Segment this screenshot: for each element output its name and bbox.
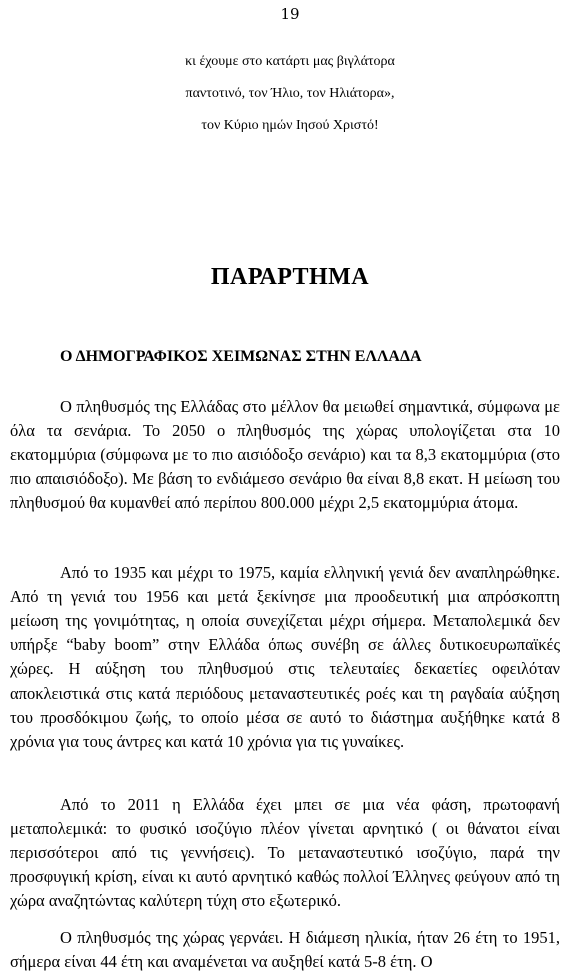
poem-line: τον Κύριο ημών Ιησού Χριστό! <box>201 118 379 133</box>
body-paragraph: Ο πληθυσμός της Ελλάδας στο μέλλον θα μειωθεί σημαντικά, σύμφωνα με όλα τα σενάρια. Το 2050 ο πληθυσμός της χώρας υπολογίζεται στα 10 εκατομμύρια (σύμφωνα με το πιο αισιόδοξο σενάριο) και τα 8,3 εκατομμύρια (στο πιο απαισιόδοξο). Με βάση το ενδιάμεσο σενάριο θα είναι 8,8 εκατ. Η μείωση του πληθυσμού θα κυμανθεί από περίπου 800.000 μέχρι 2,5 εκατομμύρια άτομα. <box>10 396 560 513</box>
poem-stanza <box>0 46 580 142</box>
appendix-title: ΠΑΡΑΡΤΗΜΑ <box>210 264 370 290</box>
body-paragraph: Από το 1935 και μέχρι το 1975, καμία ελληνική γενιά δεν αναπληρώθηκε. Από τη γενιά του 1956 και μετά ξεκίνησε μια προοδευτική μια απρόσκοπτη μείωση της γονιμότητας, η οποία συνεχίζεται μέχρι σήμερα. Μεταπολεμικά δεν υπήρξε “baby boom” στην Ελλάδα όπως συνέβη σε άλλες δυτικοευρωπαϊκές χώρες. Η αύξηση του πληθυσμού στις τελευταίες δεκαετίες οφειλόταν αποκλειστικά στις κατά περιόδους μεταναστευτικές ροές και τη ραγδαία αύξηση του προσδόκιμου ζωής, το οποίο μέσα σε αυτό το διάστημα αυξήθηκε κατά 8 χρόνια για τους άντρες και κατά 10 χρόνια για τις γυναίκες. <box>10 562 560 751</box>
page-number: 19 <box>280 5 300 23</box>
body-paragraph: Ο πληθυσμός της χώρας γερνάει. Η διάμεση ηλικία, ήταν 26 έτη το 1951, σήμερα είναι 44 έτη και αναμένεται να αυξηθεί κατά 5-8 έτη. Ο <box>10 927 560 971</box>
poem-line: παντοτινό, τον Ήλιο, τον Ηλιάτορα», <box>185 86 395 101</box>
section-heading: Ο ΔΗΜΟΓΡΑΦΙΚΟΣ ΧΕΙΜΩΝΑΣ ΣΤΗΝ ΕΛΛΑΔΑ <box>60 348 422 365</box>
poem-line: κι έχουμε στο κατάρτι μας βιγλάτορα <box>185 54 395 69</box>
body-paragraph: Από το 2011 η Ελλάδα έχει μπει σε μια νέα φάση, πρωτοφανή μεταπολεμικά: το φυσικό ισοζύγιο πλέον γίνεται αρνητικό ( οι θάνατοι είναι περισσότεροι από τις γεννήσεις). Το μεταναστευτικό ισοζύγιο, παρά την προσφυγική κρίση, είναι κι αυτό αρνητικό καθώς πολλοί Έλληνες φεύγουν από τη χώρα αναζητώντας καλύτερη τύχη στο εξωτερικό. <box>10 794 560 911</box>
